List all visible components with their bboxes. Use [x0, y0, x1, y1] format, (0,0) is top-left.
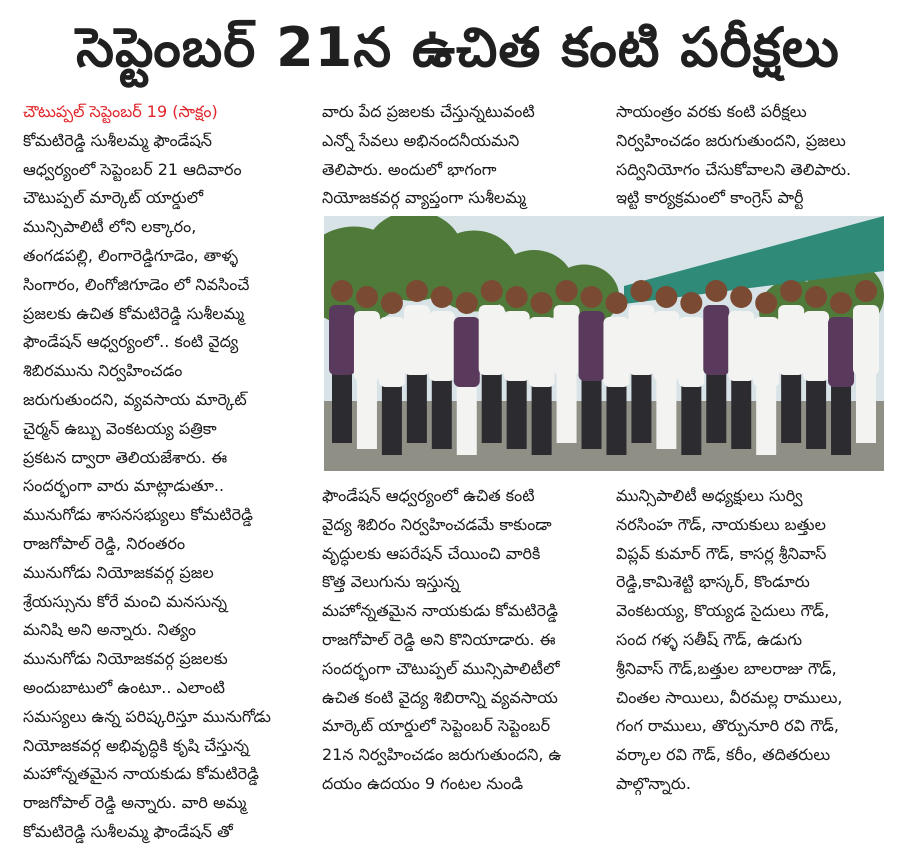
text-line: సాయంత్రం వరకు కంటి పరీక్షలు — [616, 102, 807, 121]
text-line: మహోన్నతమైన నాయకుడు కోమటిరెడ్డి — [23, 764, 259, 784]
text-line: వెంకటయ్య, కొయ్యడ సైదులు గౌడ్, — [616, 601, 830, 621]
text-line: సందర్భంగా చౌటుప్పల్ మున్సిపాలిటీలో — [322, 658, 560, 678]
text-line: వృద్ధులకు ఆపరేషన్ చేయించి వారికి — [322, 543, 541, 563]
text-line: సందర్భంగా వారు మాట్లాడుతూ.. — [23, 476, 225, 496]
text-line: 21న నిర్వహించడం జరుగుతుందని, ఉ — [322, 745, 562, 765]
text-line: మున్సిపాలిటీ లోని లక్కారం, — [23, 217, 197, 237]
text-line: ఫౌండేషన్ ఆధ్వర్యంలో.. కంటి వైద్య — [23, 332, 239, 352]
text-line: విప్లవ్ కుమార్ గౌడ్, కాసర్ల శ్రీనివాస్ — [616, 543, 827, 563]
text-line: ఆధ్వర్యంలో సెప్టెంబర్ 21 ఆదివారం — [23, 159, 242, 179]
text-line: ఫౌండేషన్ ఆధ్వర్యంలో ఉచిత కంటి — [322, 486, 535, 505]
text-line: మునుగోడు శాసనసభ్యులు కోమటిరెడ్డి — [23, 505, 253, 525]
text-line: చౌటుప్పల్ మార్కెట్ యార్డులో — [23, 188, 204, 208]
text-line: నిర్వహించడం జరుగుతుందని, ప్రజలు — [616, 130, 846, 150]
text-line: నియోజకవర్గ వ్యాప్తంగా సుశీలమ్మ — [322, 188, 526, 208]
headline: సెప్టెంబర్ 21న ఉచిత కంటి పరీక్షలు — [76, 16, 840, 79]
text-line: చైర్మన్ ఉబ్బు వెంకటయ్య పత్రికా — [23, 418, 217, 438]
text-line: శిబిరమును నిర్వహించడం — [23, 361, 183, 381]
text-line: పాల్గొన్నారు. — [616, 773, 691, 793]
text-line: తెలిపారు. అందులో భాగంగా — [322, 159, 497, 179]
text-line: నియోజకవర్గ అభివృద్ధికి కృషి చేస్తున్న — [23, 735, 250, 755]
text-line: అందుబాటులో ఉంటూ.. ఎలాంటి — [23, 677, 225, 697]
text-line: గంగ రాములు, తొర్పునూరి రవి గౌడ్, — [616, 716, 839, 736]
text-line: మార్కెట్ యార్డులో సెప్టెంబర్ సెప్టెంబర్ — [322, 716, 551, 736]
text-line: శ్రీనివాస్ గౌడ్,బత్తుల బాలరాజు గౌడ్, — [616, 658, 837, 678]
text-line: ఇట్టి కార్యక్రమంలో కాంగ్రెస్ పార్టీ — [616, 188, 804, 208]
group-photo — [324, 216, 884, 471]
text-line: ప్రజలకు ఉచిత కోమటిరెడ్డి సుశీలమ్మ — [23, 303, 245, 323]
text-line: చింతల సాయిలు, వీరమల్ల రాములు, — [616, 687, 843, 707]
text-line: నరసింహ గౌడ్, నాయకులు బత్తుల — [616, 514, 826, 534]
text-line: రాజగోపాల్ రెడ్డి అన్నారు. వారి అమ్మ — [23, 793, 247, 813]
text-line: రెడ్డి,కామిశెట్టి భాస్కర్, కొండూరు — [616, 572, 810, 592]
text-line: రాజగోపాల్ రెడ్డి, నిరంతరం — [23, 533, 186, 553]
text-line: కొత్త వెలుగును ఇస్తున్న — [322, 572, 460, 592]
text-line: మున్సిపాలిటీ అధ్యక్షులు సుర్వి — [616, 486, 803, 505]
text-line: ఉచిత కంటి వైద్య శిబిరాన్ని వ్యవసాయ — [322, 687, 558, 707]
text-line: మహోన్నతమైన నాయకుడు కోమటిరెడ్డి — [322, 601, 558, 621]
article-column-3-top — [616, 98, 904, 213]
text-line: మునుగోడు నియోజకవర్గ ప్రజల — [23, 562, 214, 582]
text-line: సమస్యలు ఉన్న పరిష్కరిస్తూ మునుగోడు — [23, 706, 271, 726]
text-line: సంద గళ్ళ సతీష్ గౌడ్, ఉడుగు — [616, 629, 803, 649]
article-column-3-bottom — [616, 482, 904, 799]
article-column-2-top — [322, 98, 612, 213]
text-line: ప్రకటన ద్వారా తెలియజేశారు. ఈ — [23, 447, 228, 467]
text-line: వైద్య శిబిరం నిర్వహించడమే కాకుండా — [322, 514, 552, 534]
dateline: చౌటుప్పల్ సెప్టెంబర్ 19 (సాక్షం) — [23, 102, 218, 121]
text-line: సింగారం, లింగోజిగూడెం లో నివసించే — [23, 274, 250, 294]
text-line: తంగడపల్లి, లింగారెడ్డిగూడెం, తాళ్ళ — [23, 245, 239, 265]
text-line: ఎన్నో సేవలు అభినందనీయమని — [322, 130, 520, 150]
text-line: మునుగోడు నియోజకవర్గ ప్రజలకు — [23, 649, 228, 669]
text-line: శ్రేయస్సును కోరే మంచి మనసున్న — [23, 591, 228, 611]
article-column-2-bottom — [322, 482, 612, 799]
text-line: సద్వినియోగం చేసుకోవాలని తెలిపారు. — [616, 159, 852, 179]
text-line: జరుగుతుందని, వ్యవసాయ మార్కెట్ — [23, 389, 247, 409]
text-line: రాజగోపాల్ రెడ్డి అని కొనియాడారు. ఈ — [322, 629, 556, 649]
text-line: కోమటిరెడ్డి సుశీలమ్మ ఫౌండేషన్ — [23, 130, 213, 150]
text-line: వారు పేద ప్రజలకు చేస్తున్నటువంటి — [322, 102, 535, 121]
article-column-1 — [23, 98, 315, 847]
text-line: మనిషి అని అన్నారు. నిత్యం — [23, 620, 196, 640]
text-line: వర్కాల రవి గౌడ్, కరీం, తదితరులు — [616, 745, 831, 765]
text-line: కోమటిరెడ్డి సుశీలమ్మ ఫౌండేషన్ తో — [23, 821, 233, 841]
group-photo-image — [324, 216, 884, 471]
text-line: దయం ఉదయం 9 గంటల నుండి — [322, 773, 524, 793]
